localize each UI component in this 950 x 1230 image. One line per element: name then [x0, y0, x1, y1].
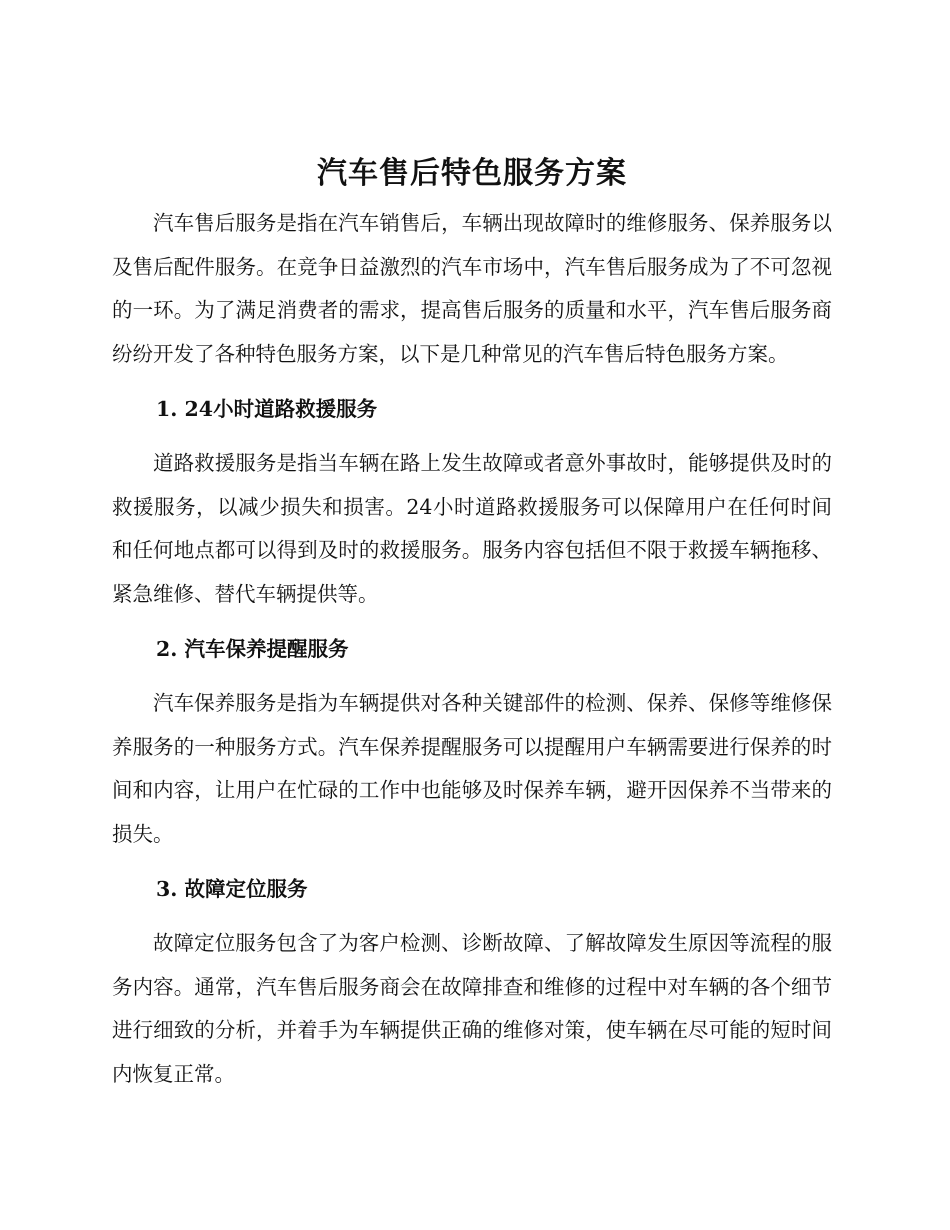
section-body-1: 道路救援服务是指当车辆在路上发生故障或者意外事故时，能够提供及时的救援服务，以减少损失和损害。24小时道路救援服务可以保障用户在任何时间和任何地点都可以得到及时的救援服务。服务内容包括但不限于救援车辆拖移、紧急维修、替代车辆提供等。: [112, 451, 832, 606]
section-body-3: 故障定位服务包含了为客户检测、诊断故障、了解故障发生原因等流程的服务内容。通常，汽车售后服务商会在故障排查和维修的过程中对车辆的各个细节进行细致的分析，并着手为车辆提供正确的维修对策，使车辆在尽可能的短时间内恢复正常。: [112, 931, 832, 1086]
section-heading-1: 1. 24小时道路救援服务: [156, 397, 378, 421]
section-body-2: 汽车保养服务是指为车辆提供对各种关键部件的检测、保养、保修等维修保养服务的一种服务方式。汽车保养提醒服务可以提醒用户车辆需要进行保养的时间和内容，让用户在忙碌的工作中也能够及时保养车辆，避开因保养不当带来的损失。: [112, 691, 832, 846]
document-title: 汽车售后特色服务方案: [317, 156, 627, 191]
intro-paragraph: 汽车售后服务是指在汽车销售后，车辆出现故障时的维修服务、保养服务以及售后配件服务。在竞争日益激烈的汽车市场中，汽车售后服务成为了不可忽视的一环。为了满足消费者的需求，提高售后服务的质量和水平，汽车售后服务商纷纷开发了各种特色服务方案，以下是几种常见的汽车售后特色服务方案。: [112, 211, 832, 366]
section-heading-3: 3. 故障定位服务: [156, 877, 308, 901]
section-heading-2: 2. 汽车保养提醒服务: [156, 637, 349, 661]
